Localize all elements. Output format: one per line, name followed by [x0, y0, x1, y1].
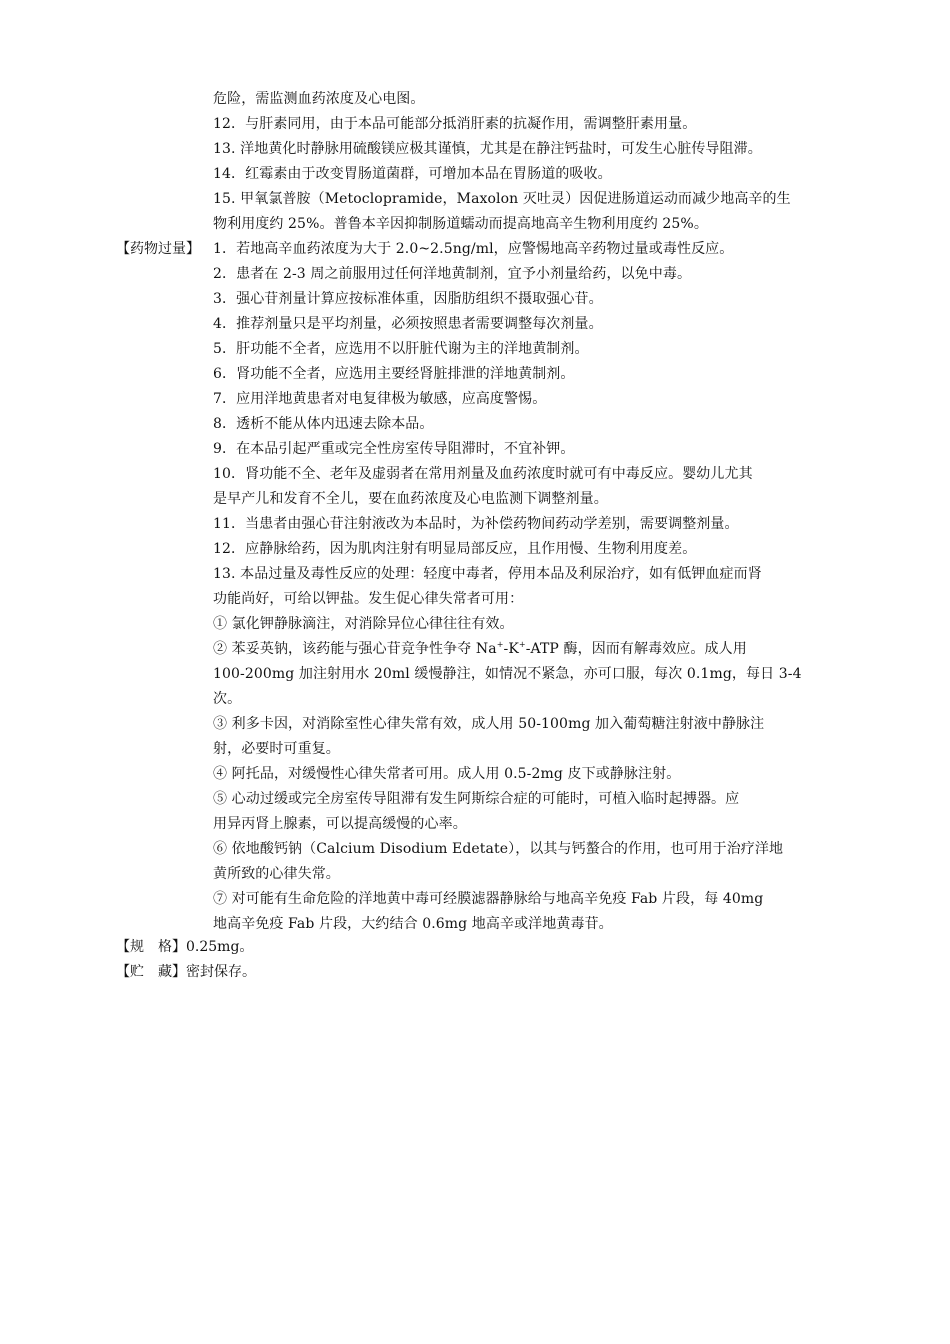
text-line: 8．透析不能从体内迅速去除本品。	[213, 416, 434, 432]
text-line: 12．与肝素同用，由于本品可能部分抵消肝素的抗凝作用，需调整肝素用量。	[213, 116, 697, 132]
section-heading-spec: 【规 格】	[116, 939, 186, 955]
text-line: 功能尚好，可给以钾盐。发生促心律失常者可用：	[213, 591, 524, 607]
text-line: ⑦ 对可能有生命危险的洋地黄中毒可经膜滤器静脉给与地高辛免疫 Fab 片段，每 40mg	[213, 891, 764, 907]
text-line: 11．当患者由强心苷注射液改为本品时，为补偿药物间药动学差别，需要调整剂量。	[213, 516, 739, 532]
text-line: 12．应静脉给药，因为肌肉注射有明显局部反应，且作用慢、生物利用度差。	[213, 541, 697, 557]
text-line: 15. 甲氧氯普胺（Metoclopramide，Maxolon 灭吐灵）因促进肠道运动而减少地高辛的生	[213, 191, 791, 207]
spec-value: 0.25mg。	[186, 939, 254, 955]
storage-value: 密封保存。	[186, 964, 256, 980]
text-line: 1．若地高辛血药浓度为大于 2.0~2.5ng/ml，应警惕地高辛药物过量或毒性反应。	[213, 241, 734, 257]
text-line: 5．肝功能不全者，应选用不以肝脏代谢为主的洋地黄制剂。	[213, 341, 589, 357]
text-line: 9．在本品引起严重或完全性房室传导阻滞时，不宜补钾。	[213, 441, 575, 457]
text-line: 13. 本品过量及毒性反应的处理：轻度中毒者，停用本品及利尿治疗，如有低钾血症而肾	[213, 566, 762, 582]
text-run: -ATP 酶，因而有解毒效应。成人用	[525, 641, 747, 657]
text-line: 10．肾功能不全、老年及虚弱者在常用剂量及血药浓度时就可有中毒反应。婴幼儿尤其	[213, 466, 753, 482]
text-line: ① 氯化钾静脉滴注，对消除异位心律往往有效。	[213, 616, 514, 632]
section-spec	[116, 935, 841, 960]
text-line: 13. 洋地黄化时静脉用硫酸镁应极其谨慎，尤其是在静注钙盐时，可发生心脏传导阻滞。	[213, 141, 762, 157]
text-line: 14．红霉素由于改变胃肠道菌群，可增加本品在胃肠道的吸收。	[213, 166, 612, 182]
section-storage	[116, 960, 841, 985]
text-line: 7．应用洋地黄患者对电复律极为敏感，应高度警惕。	[213, 391, 547, 407]
text-line: ④ 阿托品，对缓慢性心律失常者可用。成人用 0.5-2mg 皮下或静脉注射。	[213, 766, 681, 782]
superscript-plus: +	[518, 640, 526, 649]
text-run: ② 苯妥英钠，该药能与强心苷竞争性争夺 Na	[213, 641, 497, 657]
text-line-superscript	[213, 637, 841, 662]
text-line: 是早产儿和发育不全儿，要在血药浓度及心电监测下调整剂量。	[213, 491, 608, 507]
text-line: ⑤ 心动过缓或完全房室传导阻滞有发生阿斯综合症的可能时，可植入临时起搏器。应	[213, 791, 740, 807]
text-line: 地高辛免疫 Fab 片段，大约结合 0.6mg 地高辛或洋地黄毒苷。	[213, 916, 613, 932]
text-line: 4．推荐剂量只是平均剂量，必须按照患者需要调整每次剂量。	[213, 316, 603, 332]
text-line: 用异丙肾上腺素，可以提高缓慢的心率。	[213, 816, 467, 832]
text-line: 次。	[213, 691, 242, 707]
text-line: 射，必要时可重复。	[213, 741, 340, 757]
text-line: 2．患者在 2-3 周之前服用过任何洋地黄制剂，宜予小剂量给药，以免中毒。	[213, 266, 692, 282]
text-line: 物利用度约 25%。普鲁本辛因抑制肠道蠕动而提高地高辛生物利用度约 25%。	[213, 216, 708, 232]
superscript-plus: +	[496, 640, 504, 649]
section-heading-storage: 【贮 藏】	[116, 964, 186, 980]
text-line: ⑥ 依地酸钙钠（Calcium Disodium Edetate），以其与钙螯合的作用，也可用于治疗洋地	[213, 841, 784, 857]
text-line: 黄所致的心律失常。	[213, 866, 340, 882]
text-run: -K	[503, 641, 519, 657]
section-heading-overdose: 【药物过量】	[116, 241, 200, 257]
text-line: 100-200mg 加注射用水 20ml 缓慢静注，如情况不紧急，亦可口服，每次 0.1mg，每日 3-4	[213, 666, 802, 682]
text-line: ③ 利多卡因，对消除室性心律失常有效，成人用 50-100mg 加入葡萄糖注射液中静脉注	[213, 716, 765, 732]
text-line: 6．肾功能不全者，应选用主要经肾脏排泄的洋地黄制剂。	[213, 366, 575, 382]
text-line: 3．强心苷剂量计算应按标准体重，因脂肪组织不摄取强心苷。	[213, 291, 603, 307]
text-line: 危险，需监测血药浓度及心电图。	[213, 91, 425, 107]
